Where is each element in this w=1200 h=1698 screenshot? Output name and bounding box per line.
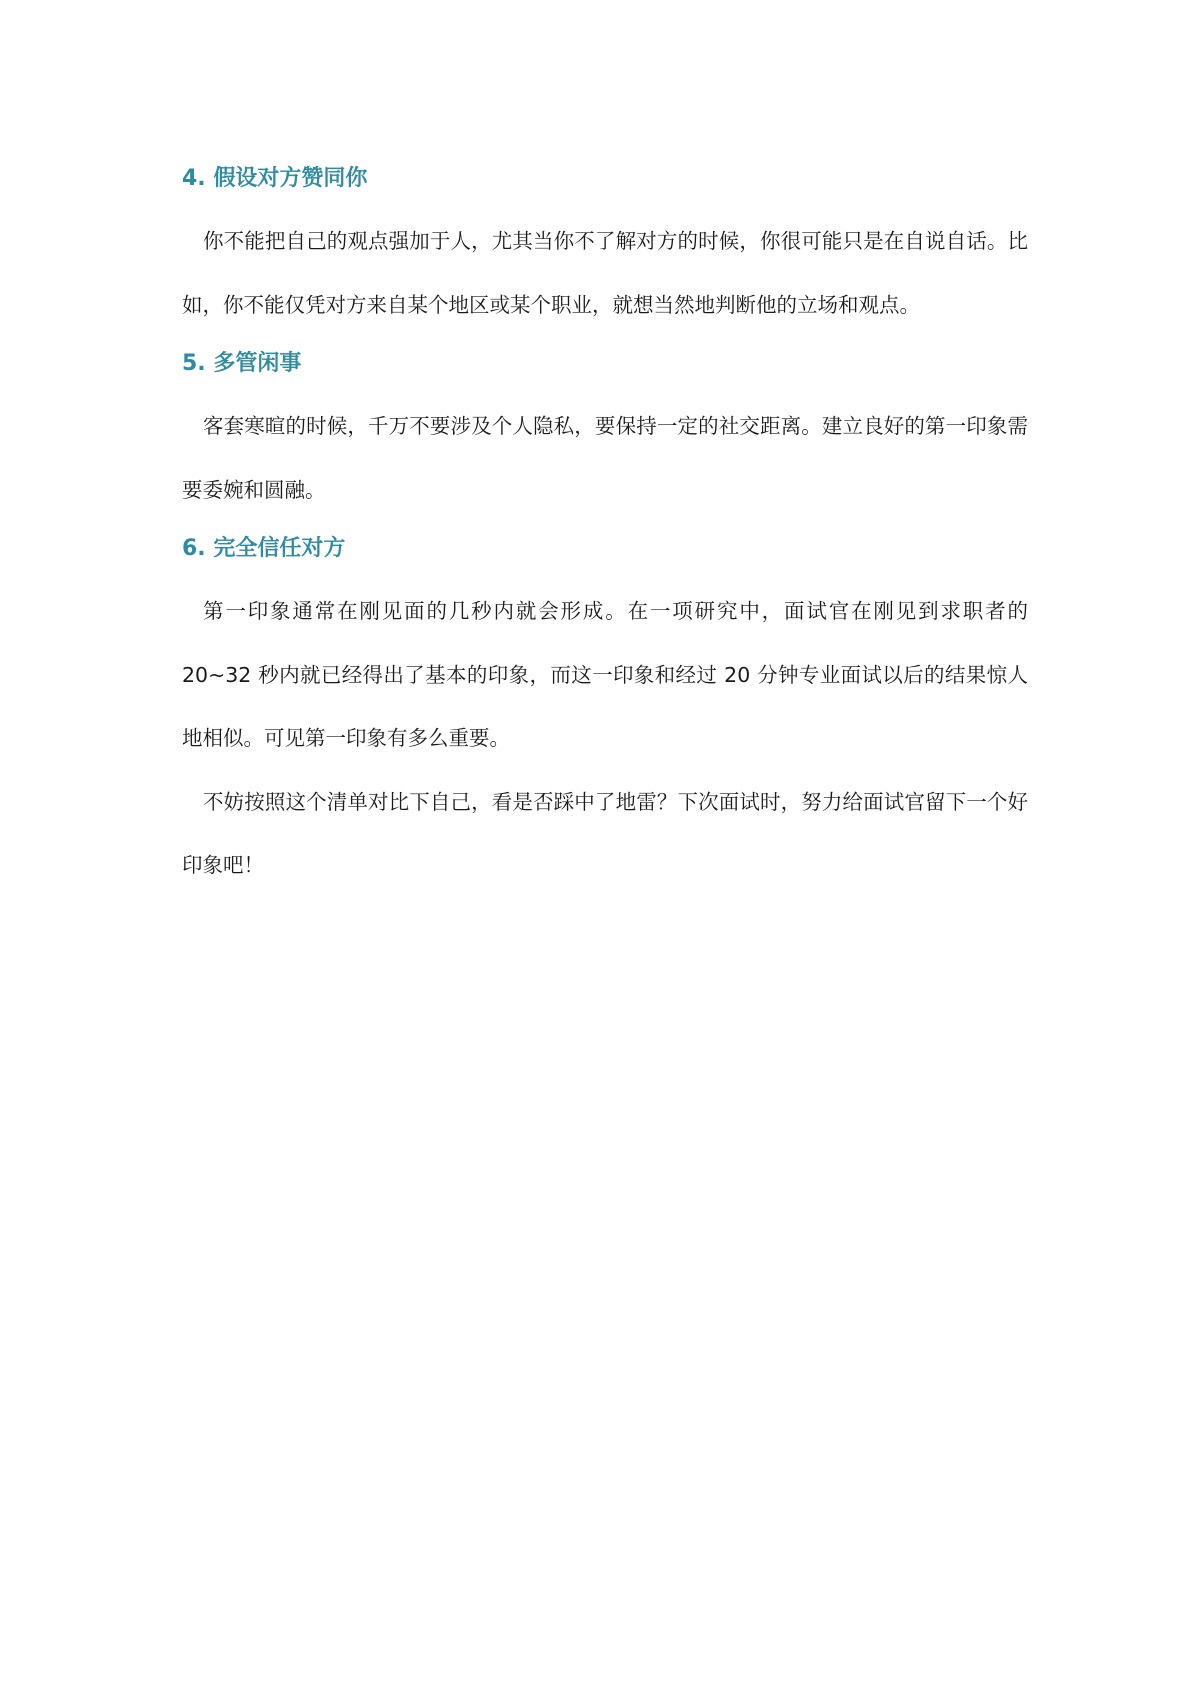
section-4	[182, 152, 1028, 337]
section-heading: 5. 多管闲事	[182, 351, 302, 376]
closing-paragraph: 不妨按照这个清单对比下自己，看是否踩中了地雷？下次面试时，努力给面试官留下一个好印象吧！	[182, 789, 1028, 877]
section-heading: 6. 完全信任对方	[182, 536, 346, 561]
paragraph: 客套寒暄的时候，千万不要涉及个人隐私，要保持一定的社交距离。建立良好的第一印象需要委婉和圆融。	[182, 414, 1028, 502]
section-6	[182, 522, 1028, 898]
section-heading: 4. 假设对方赞同你	[182, 166, 368, 191]
document-body	[182, 152, 1028, 898]
paragraph: 第一印象通常在刚见面的几秒内就会形成。在一项研究中，面试官在刚见到求职者的20~32 秒内就已经得出了基本的印象，而这一印象和经过 20 分钟专业面试以后的结果惊人地相似。可见第一印象有多么重要。	[182, 599, 1028, 750]
paragraph: 你不能把自己的观点强加于人，尤其当你不了解对方的时候，你很可能只是在自说自话。比如，你不能仅凭对方来自某个地区或某个职业，就想当然地判断他的立场和观点。	[182, 229, 1028, 317]
section-5	[182, 337, 1028, 522]
